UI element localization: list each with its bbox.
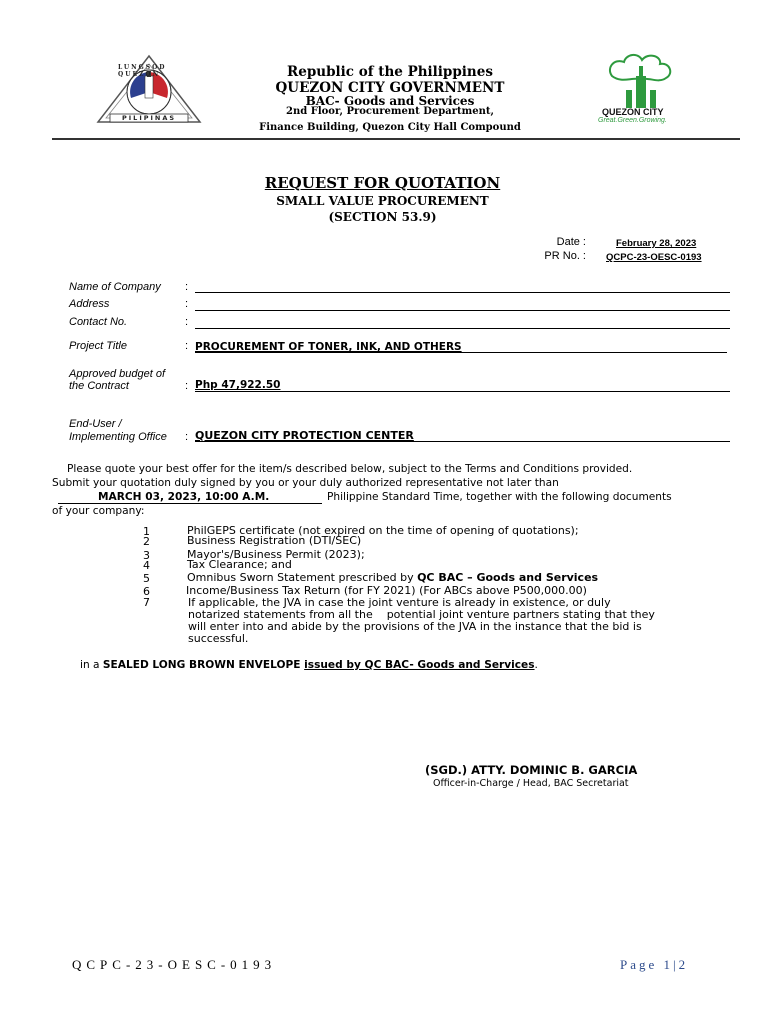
req-num-3: 3 bbox=[143, 549, 150, 562]
enduser-colon: : bbox=[185, 431, 189, 443]
req-item-1: PhilGEPS certificate (not expired on the time of opening of quotations); bbox=[187, 524, 579, 537]
pr-label: PR No. : bbox=[544, 250, 586, 262]
project-label: Project Title bbox=[69, 340, 127, 352]
address-label: Address bbox=[69, 298, 110, 310]
document-subtitle: SMALL VALUE PROCUREMENT bbox=[276, 194, 489, 208]
address-colon: : bbox=[185, 298, 189, 310]
project-colon: : bbox=[185, 340, 189, 352]
quezon-city-logo bbox=[596, 50, 686, 126]
req-num-2: 2 bbox=[143, 535, 150, 548]
req-item-3: Mayor's/Business Permit (2023); bbox=[187, 548, 365, 561]
project-line bbox=[195, 352, 727, 353]
deadline-underline bbox=[58, 503, 322, 504]
envelope-instruction bbox=[80, 659, 538, 671]
header-floor: 2nd Floor, Procurement Department, bbox=[286, 106, 494, 117]
quezon-city-seal bbox=[96, 54, 202, 126]
req-item-7-line-3: will enter into and abide by the provisions of the JVA in the instance that the bid is bbox=[188, 620, 642, 633]
req-item-7-line-2: notarized statements from all the potential joint venture partners stating that they bbox=[188, 608, 655, 621]
req-item-6: Income/Business Tax Return (for FY 2021) (For ABCs above P500,000.00) bbox=[186, 584, 587, 597]
req-num-6: 6 bbox=[143, 585, 150, 598]
date-value: February 28, 2023 bbox=[616, 238, 697, 249]
header-bac: BAC- Goods and Services bbox=[305, 94, 475, 108]
body-line-2: Submit your quotation duly signed by you or your duly authorized representative not later than bbox=[52, 477, 559, 489]
qc-logo-tagline: Great.Green.Growing. bbox=[598, 117, 667, 124]
budget-label-2: the Contract bbox=[69, 380, 129, 392]
body-line-3: Philippine Standard Time, together with the following documents bbox=[327, 491, 672, 503]
pr-value: QCPC-23-OESC-0193 bbox=[606, 252, 702, 263]
signatory-name: (SGD.) ATTY. DOMINIC B. GARCIA bbox=[425, 763, 638, 777]
req-num-1: 1 bbox=[143, 525, 150, 538]
header-building: Finance Building, Quezon City Hall Compound bbox=[259, 122, 521, 133]
header-government: QUEZON CITY GOVERNMENT bbox=[275, 80, 505, 96]
date-label: Date : bbox=[556, 236, 586, 248]
req-item-4: Tax Clearance; and bbox=[187, 558, 292, 571]
footer-page-number: Page 1|2 bbox=[620, 957, 689, 972]
req-num-7: 7 bbox=[143, 596, 150, 609]
seal-text-bottom: PILIPINAS bbox=[122, 114, 177, 122]
req-item-7-line-4: successful. bbox=[188, 632, 249, 645]
req-item-7-line-1: If applicable, the JVA in case the joint venture is already in existence, or duly bbox=[188, 596, 611, 609]
budget-line bbox=[195, 391, 730, 392]
req-item-5-bold: QC BAC – Goods and Services bbox=[417, 571, 599, 584]
req-num-4: 4 bbox=[143, 559, 150, 572]
enduser-value: QUEZON CITY PROTECTION CENTER bbox=[195, 429, 414, 442]
req-num-5: 5 bbox=[143, 572, 150, 585]
qc-logo-title: QUEZON CITY bbox=[602, 107, 664, 117]
deadline-value: MARCH 03, 2023, 10:00 A.M. bbox=[98, 491, 270, 503]
address-field[interactable] bbox=[195, 310, 730, 311]
req-item-5 bbox=[187, 571, 598, 584]
header-republic: Republic of the Philippines bbox=[287, 64, 493, 80]
budget-colon: : bbox=[185, 380, 189, 392]
req-item-5-text: Omnibus Sworn Statement prescribed by bbox=[187, 571, 418, 584]
document-section: (SECTION 53.9) bbox=[328, 210, 437, 224]
contact-colon: : bbox=[185, 316, 189, 328]
company-label: Name of Company bbox=[69, 281, 161, 293]
signatory-title: Officer-in-Charge / Head, BAC Secretariat bbox=[433, 778, 629, 789]
project-value: PROCUREMENT OF TONER, INK, AND OTHERS bbox=[195, 341, 462, 353]
envelope-issued-by: issued by QC BAC- Goods and Services bbox=[304, 659, 535, 671]
enduser-line bbox=[195, 441, 730, 442]
enduser-label-2: Implementing Office bbox=[69, 431, 167, 443]
budget-value: Php 47,922.50 bbox=[195, 379, 281, 391]
contact-label: Contact No. bbox=[69, 316, 128, 328]
envelope-post: . bbox=[534, 659, 538, 671]
company-field[interactable] bbox=[195, 292, 730, 293]
envelope-bold: SEALED LONG BROWN ENVELOPE bbox=[102, 659, 305, 671]
body-line-4: of your company: bbox=[52, 505, 145, 517]
company-colon: : bbox=[185, 281, 189, 293]
budget-label-1: Approved budget of bbox=[69, 368, 166, 380]
body-line-1: Please quote your best offer for the item/s described below, subject to the Terms and Conditions provided. bbox=[67, 463, 633, 475]
document-title: REQUEST FOR QUOTATION bbox=[264, 174, 501, 192]
footer-doc-id: QCPC-23-OESC-0193 bbox=[72, 957, 277, 972]
contact-field[interactable] bbox=[195, 328, 730, 329]
header-divider bbox=[52, 138, 740, 140]
req-item-2: Business Registration (DTI/SEC) bbox=[187, 534, 362, 547]
envelope-pre: in a bbox=[80, 659, 103, 671]
seal-text-top: LUNGSOD QUEZON bbox=[118, 64, 167, 78]
enduser-label-1: End-User / bbox=[69, 418, 122, 430]
